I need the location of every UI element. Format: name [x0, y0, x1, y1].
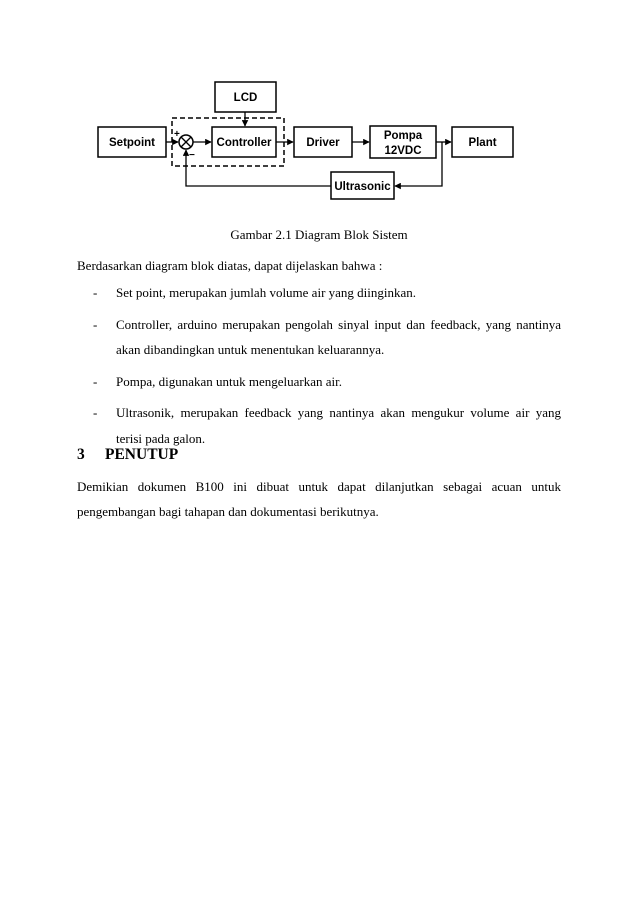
driver-label: Driver	[306, 137, 340, 149]
lcd-label: LCD	[233, 92, 258, 104]
list-item-text: Controller, arduino merupakan pengolah sinyal input dan feedback, yang nantinya akan dibandingkan untuk menentukan keluarannya.	[116, 316, 561, 357]
setpoint-label: Setpoint	[109, 137, 155, 149]
plant-label: Plant	[468, 137, 497, 149]
closing-paragraph: Demikian dokumen B100 ini dibuat untuk dapat dilanjutkan sebagai acuan untuk pengembangan bagi tahapan dan dokumentasi berikutnya.	[77, 479, 561, 519]
pompa-label-line1: Pompa	[383, 130, 423, 142]
controller-label: Controller	[216, 137, 272, 149]
plus-sign: +	[174, 129, 180, 140]
section-title: PENUTUP	[105, 446, 179, 463]
bullet-marker: -	[93, 285, 98, 300]
minus-sign: −	[189, 150, 195, 161]
section-heading	[77, 446, 178, 464]
figure-caption: Gambar 2.1 Diagram Blok Sistem	[230, 227, 408, 242]
list-item-text: Ultrasonik, merupakan feedback yang nantinya akan mengukur volume air yang terisi pada galon.	[116, 405, 561, 446]
intro-paragraph: Berdasarkan diagram blok diatas, dapat dijelaskan bahwa :	[77, 258, 383, 273]
list-item-text: Pompa, digunakan untuk mengeluarkan air.	[116, 373, 343, 389]
section-number: 3	[77, 446, 85, 463]
block-diagram	[0, 0, 638, 215]
bullet-list	[93, 280, 561, 457]
list-item-text: Set point, merupakan jumlah volume air yang diinginkan.	[116, 285, 417, 300]
list-item	[93, 369, 561, 395]
list-item	[93, 280, 561, 306]
bullet-marker: -	[93, 373, 98, 389]
bullet-marker: -	[93, 316, 98, 332]
pompa-label-line2: 12VDC	[384, 145, 422, 157]
ultrasonic-label: Ultrasonic	[334, 181, 391, 193]
bullet-marker: -	[93, 405, 98, 420]
list-item	[93, 400, 561, 451]
summing-junction	[179, 135, 193, 149]
list-item	[93, 312, 561, 363]
